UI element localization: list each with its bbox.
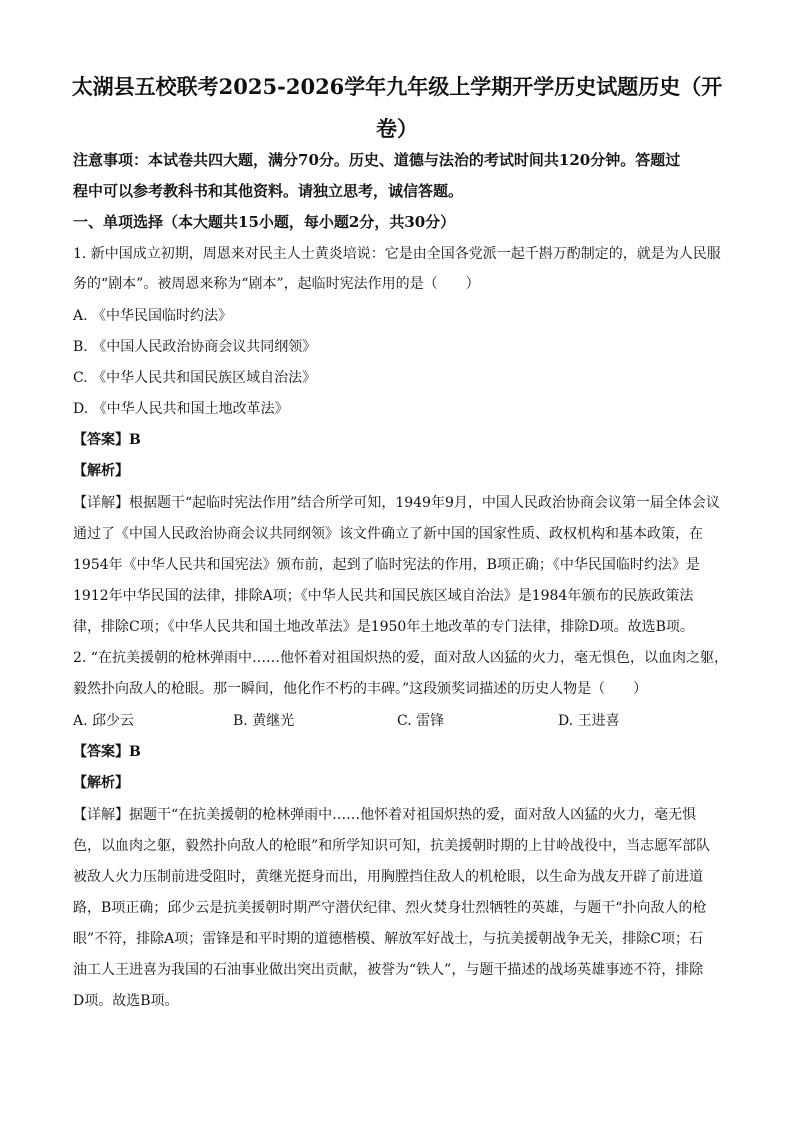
- q1-option-b: B. 《中国人民政治协商会议共同纲领》: [73, 339, 317, 355]
- q1-detail-line-1: 【详解】根据题干“起临时宪法作用”结合所学可知，1949年9月，中国人民政治协商会议第一届全体会议: [73, 495, 720, 511]
- q1-detail-line-3: 1954年《中华人民共和国宪法》颁布前，起到了临时宪法的作用，B项正确；《中华民国临时约法》是: [73, 557, 700, 573]
- q2-analysis-label: 【解析】: [73, 775, 129, 791]
- title-line-1: 太湖县五校联考2025-2026学年九年级上学期开学历史试题历史（开: [71, 74, 723, 99]
- q2-option-a: A. 邱少云: [73, 713, 135, 729]
- notice-line-1: 注意事项：本试卷共四大题，满分70分。历史、道德与法治的考试时间共120分钟。答题过: [73, 151, 681, 169]
- q1-detail-line-4: 1912年中华民国的法律，排除A项；《中华人民共和国民族区域自治法》是1984年颁布的民族政策法: [73, 588, 694, 604]
- q1-analysis-label: 【解析】: [73, 463, 129, 479]
- q1-detail-line-2: 通过了《中国人民政治协商会议共同纲领》该文件确立了新中国的国家性质、政权机构和基本政策，在: [73, 526, 703, 542]
- q2-detail-line-6: 油工人王进喜为我国的石油事业做出突出贡献，被誉为“铁人”，与题干描述的战场英雄事迹不符，排除: [73, 962, 704, 978]
- q2-detail-line-1: 【详解】据题干“在抗美援朝的枪林弹雨中……他怀着对祖国炽热的爱，面对敌人凶猛的火力，毫无惧: [73, 807, 697, 823]
- q2-option-c: C. 雷锋: [397, 713, 445, 729]
- q1-option-c: C. 《中华人民共和国民族区域自治法》: [73, 370, 317, 386]
- q2-option-d: D. 王进喜: [558, 713, 620, 729]
- q2-option-b: B. 黄继光: [233, 713, 295, 729]
- q1-answer: 【答案】B: [73, 432, 141, 448]
- q1-option-d: D. 《中华人民共和国土地改革法》: [73, 401, 289, 417]
- q2-stem-line-2: 毅然扑向敌人的枪眼。那一瞬间，他化作不朽的丰碑。”这段颁奖词描述的历史人物是（ ）: [73, 681, 648, 697]
- q2-detail-line-4: 路，B项正确；邱少云是抗美援朝时期严守潜伏纪律、烈火焚身壮烈牺牲的英雄，与题干“扑向敌人的枪: [73, 900, 707, 916]
- q1-detail-line-5: 律，排除C项；《中华人民共和国土地改革法》是1950年土地改革的专门法律，排除D项。故选B项。: [73, 619, 694, 635]
- q2-detail-line-5: 眼”不符，排除A项；雷锋是和平时期的道德楷模、解放军好战士，与抗美援朝战争无关，排除C项；石: [73, 931, 703, 947]
- q2-answer: 【答案】B: [73, 744, 141, 760]
- q1-stem-line-2: 务的“剧本”。被周恩来称为“剧本”，起临时宪法作用的是（ ）: [73, 276, 480, 292]
- q2-detail-line-7: D项。故选B项。: [73, 993, 179, 1009]
- notice-line-2: 程中可以参考教科书和其他资料。请独立思考，诚信答题。: [73, 182, 464, 200]
- q1-option-a: A. 《中华民国临时约法》: [73, 308, 233, 324]
- q2-detail-line-3: 被敌人火力压制前进受阻时，黄继光挺身而出，用胸膛挡住敌人的机枪眼，以生命为战友开辟了前进道: [73, 869, 703, 885]
- document-title: [60, 66, 734, 150]
- q1-stem-line-1: 1. 新中国成立初期，周恩来对民主人士黄炎培说：它是由全国各党派一起千斟万酌制定的，就是为人民服: [73, 246, 721, 262]
- q2-stem-line-1: 2. “在抗美援朝的枪林弹雨中……他怀着对祖国炽热的爱，面对敌人凶猛的火力，毫无惧色，以血肉之躯，: [73, 650, 728, 666]
- title-line-2: 卷）: [376, 116, 418, 141]
- section-heading: 一、单项选择（本大题共15小题，每小题2分，共30分）: [73, 213, 456, 231]
- q2-detail-line-2: 色，以血肉之躯，毅然扑向敌人的枪眼”和所学知识可知，抗美援朝时期的上甘岭战役中，当志愿军部队: [73, 838, 711, 854]
